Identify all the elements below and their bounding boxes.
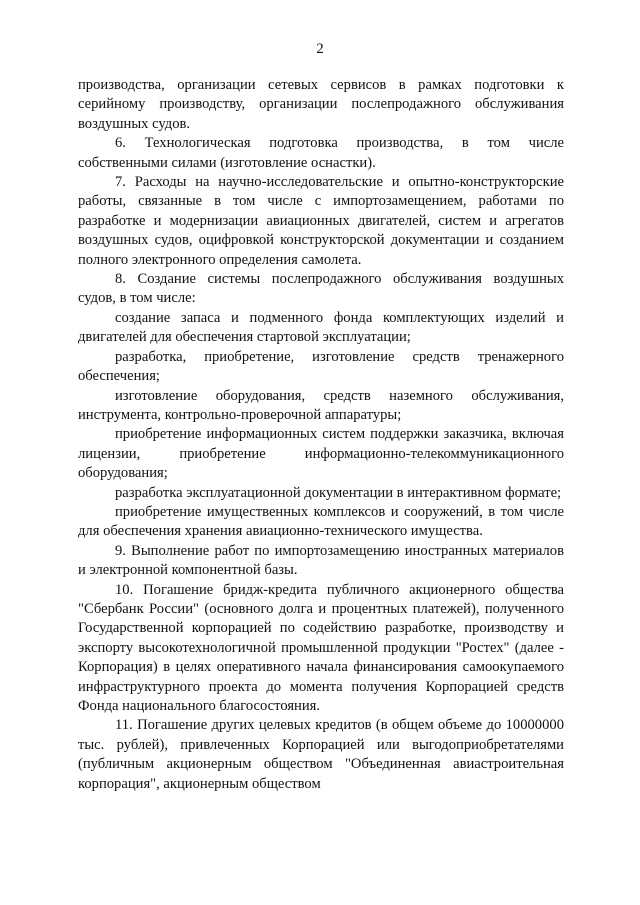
paragraph-item-11: 11. Погашение других целевых кредитов (в общем объеме до 10000000 тыс. рублей), привлеченных Корпорацией или выгодоприобретателями (публичным акционерным обществом "Объединенная авиастроительная корпорация", акционерным обществом [78, 717, 564, 792]
paragraph-item-6: 6. Технологическая подготовка производства, в том числе собственными силами (изготовление оснастки). [78, 135, 564, 171]
paragraph-subitem-equipment: изготовление оборудования, средств наземного обслуживания, инструмента, контрольно-проверочной аппаратуры; [78, 387, 564, 423]
page-number: 2 [316, 41, 324, 57]
paragraph-subitem-training: разработка, приобретение, изготовление средств тренажерного обеспечения; [78, 348, 564, 385]
paragraph-item-10: 10. Погашение бридж-кредита публичного акционерного общества "Сбербанк России" (основного долга и процентных платежей), полученного Государственной корпорацией по содействию разработке, производству и экспорту высокотехнологичной промышленной продукции "Ростех" (далее - Корпорация) в целях оперативного начала финансирования самоокупаемого инфраструктурного проекта до момента получения Корпорацией средств Фонда национального благосостояния. [78, 581, 564, 714]
paragraph-subitem-info-systems: приобретение информационных систем поддержки заказчика, включая лицензии, приобретение информационно-телекоммуникационного оборудования; [78, 426, 564, 482]
paragraph-item-9: 9. Выполнение работ по импортозамещению иностранных материалов и электронной компонентной базы. [78, 542, 564, 579]
document-body [78, 76, 564, 794]
paragraph-item-8: 8. Создание системы послепродажного обслуживания воздушных судов, в том числе: [78, 271, 564, 307]
paragraph-subitem-documentation: разработка эксплуатационной документации в интерактивном формате; [115, 484, 562, 501]
paragraph-item-7: 7. Расходы на научно-исследовательские и опытно-конструкторские работы, связанные в том числе с импортозамещением, работами по разработке и модернизации авиационных двигателей, систем и агрегатов воздушных судов, оцифровкой конструкторской документации и созданием полного электронного определения самолета. [78, 174, 564, 268]
paragraph-subitem-property: приобретение имущественных комплексов и сооружений, в том числе для обеспечения хранения авиационно-технического имущества. [78, 503, 564, 540]
paragraph-subitem-spare-stock: создание запаса и подменного фонда комплектующих изделий и двигателей для обеспечения стартовой эксплуатации; [78, 309, 564, 346]
paragraph-continuation: производства, организации сетевых сервисов в рамках подготовки к серийному производству, организации послепродажного обслуживания воздушных судов. [78, 77, 564, 132]
